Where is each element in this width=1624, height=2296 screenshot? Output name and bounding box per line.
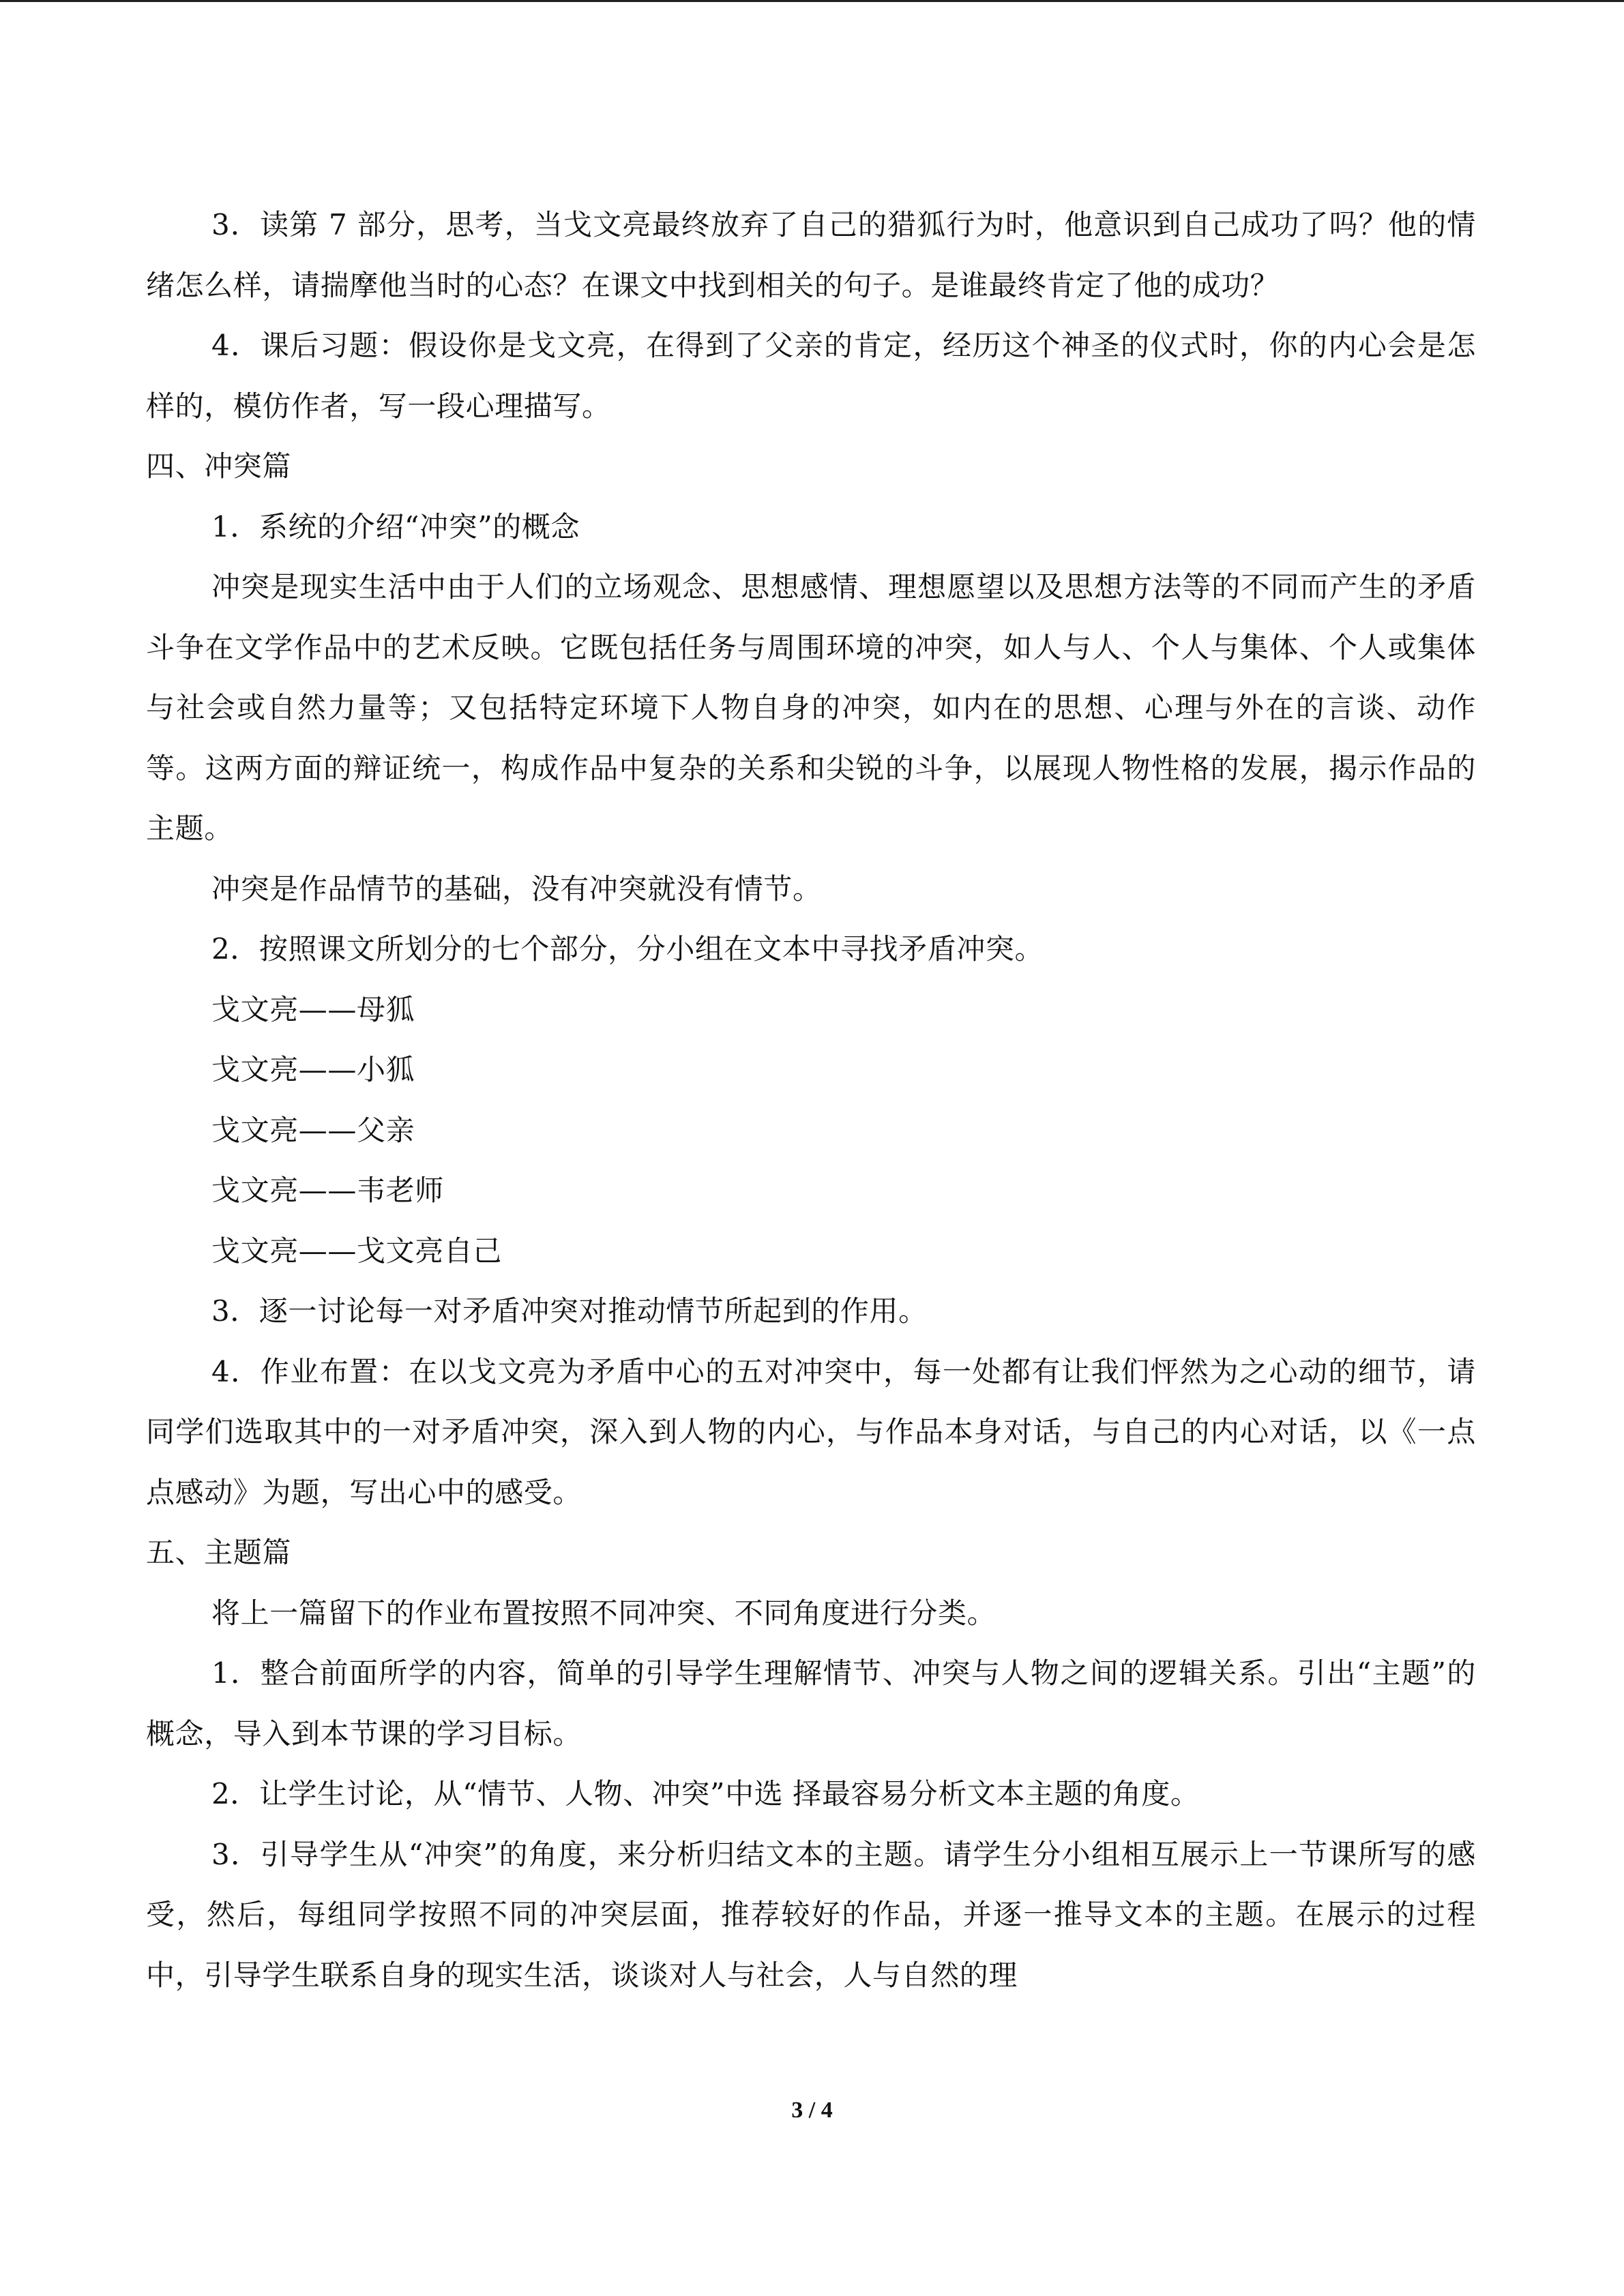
paragraph: 4．作业布置：在以戈文亮为矛盾中心的五对冲突中，每一处都有让我们怦然为之心动的细节，请同学们选取其中的一对矛盾冲突，深入到人物的内心，与作品本身对话，与自己的内心对话，以《一点点感动》为题，写出心中的感受。: [146, 1354, 1476, 1509]
paragraph: 2．按照课文所划分的七个部分，分小组在文本中寻找矛盾冲突。: [211, 932, 1044, 966]
paragraph: 冲突是现实生活中由于人们的立场观念、思想感情、理想愿望以及思想方法等的不同而产生的矛盾斗争在文学作品中的艺术反映。它既包括任务与周围环境的冲突，如人与人、个人与集体、个人或集体与社会或自然力量等；又包括特定环境下人物自身的冲突，如内在的思想、心理与外在的言谈、动作等。这两方面的辩证统一，构成作品中复杂的关系和尖锐的斗争，以展现人物性格的发展，揭示作品的主题。: [146, 570, 1476, 845]
conflict-pair: 戈文亮——父亲: [211, 1113, 415, 1147]
conflict-pair: 戈文亮——小狐: [211, 1053, 415, 1086]
paragraph: 3．逐一讨论每一对矛盾冲突对推动情节所起到的作用。: [211, 1294, 928, 1328]
paragraph: 1．系统的介绍“冲突”的概念: [211, 509, 580, 543]
page-top-border: [0, 0, 1624, 2]
document-body: [146, 195, 1476, 2006]
paragraph: 将上一篇留下的作业布置按照不同冲突、不同角度进行分类。: [211, 1596, 996, 1630]
paragraph: 冲突是作品情节的基础，没有冲突就没有情节。: [211, 871, 822, 906]
conflict-pair: 戈文亮——戈文亮自己: [211, 1234, 503, 1268]
page-number: 3 / 4: [791, 2098, 833, 2123]
paragraph: 4．课后习题：假设你是戈文亮，在得到了父亲的肯定，经历这个神圣的仪式时，你的内心会是怎 样的，模仿作者，写一段心理描写。: [146, 329, 1476, 423]
paragraph: 3．读第 7 部分，思考，当戈文亮最终放弃了自己的猎狐行为时，他意识到自己成功了吗？他的情绪怎么样，请揣摩他当时的心态？在课文中找到相关的句子。是谁最终肯定了他的成功？: [146, 208, 1476, 302]
section-heading-conflict: 四、冲突篇: [146, 449, 292, 483]
paragraph: 2．让学生讨论，从“情节、人物、冲突”中选 择最容易分析文本主题的角度。: [211, 1777, 1200, 1810]
conflict-pair: 戈文亮——母狐: [211, 992, 415, 1026]
conflict-pair: 戈文亮——韦老师: [211, 1174, 444, 1207]
paragraph: 3．引导学生从“冲突”的角度，来分析归结文本的主题。请学生分小组相互展示上一节课所写的感 受，然后，每组同学按照不同的冲突层面，推荐较好的作品，并逐一推导文本的主题。在展示的过程中，引导学生联系自身的现实生活，谈谈对人与社会，人与自然的理: [146, 1837, 1476, 1992]
paragraph: 1．整合前面所学的内容，简单的引导学生理解情节、冲突与人物之间的逻辑关系。引出“主题”的概念，导入到本节课的学习目标。: [146, 1656, 1476, 1750]
section-heading-theme: 五、主题篇: [146, 1536, 292, 1569]
